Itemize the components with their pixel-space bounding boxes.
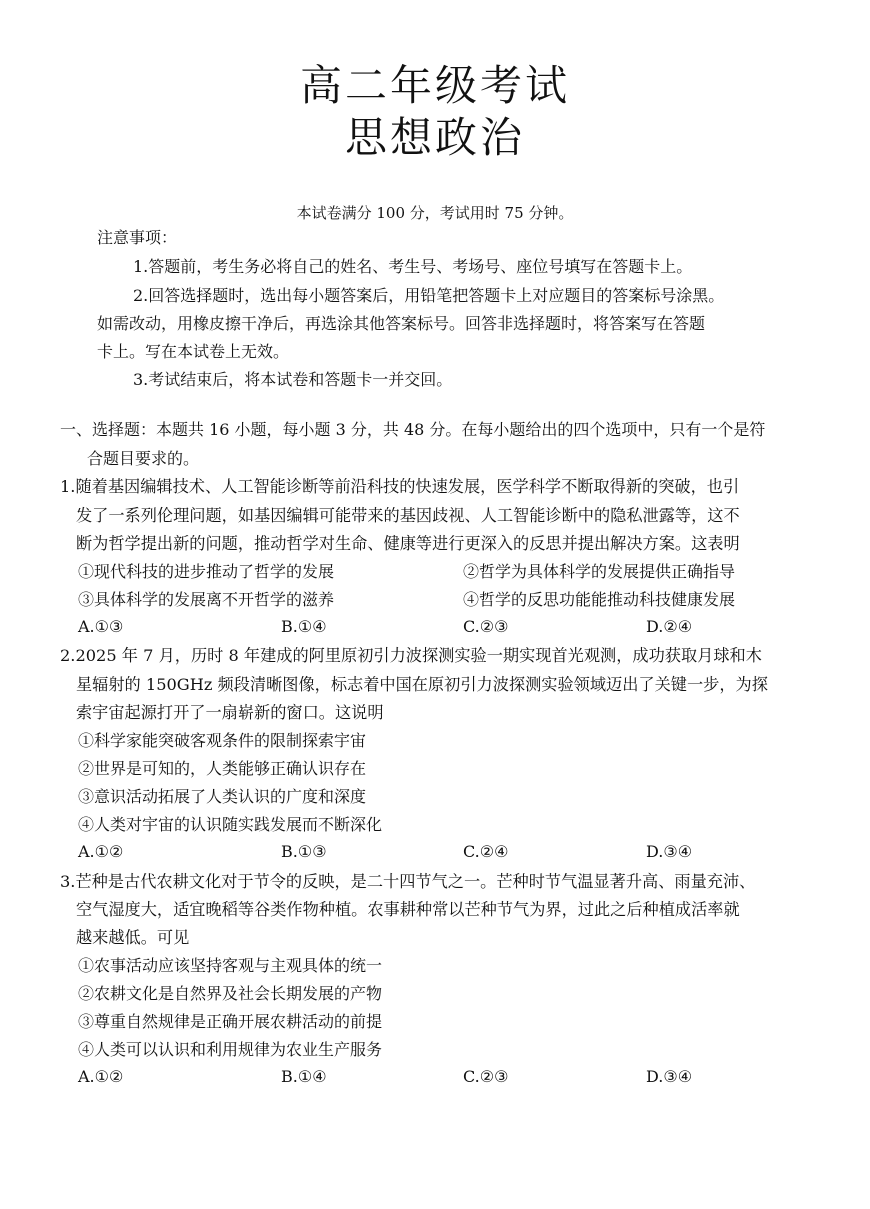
question-1-statement-4: ④哲学的反思功能能推动科技健康发展 [463, 590, 736, 609]
question-2-option-a[interactable]: A.①② [78, 842, 124, 861]
section-heading-line-2: 合题目要求的。 [87, 449, 200, 468]
question-2-statement-1: ①科学家能突破客观条件的限制探索宇宙 [78, 731, 367, 750]
question-2-line-1: 2.2025 年 7 月，历时 8 年建成的阿里原初引力波探测实验一期实现首光观测，成功获取月球和木 [60, 646, 762, 665]
section-heading-line-1: 一、选择题：本题共 16 小题，每小题 3 分，共 48 分。在每小题给出的四个选项中，只有一个是符 [60, 420, 766, 439]
question-3-option-a[interactable]: A.①② [78, 1067, 124, 1086]
question-3-option-b[interactable]: B.①④ [281, 1067, 327, 1086]
question-1-option-c[interactable]: C.②③ [463, 617, 509, 636]
notice-item-2-line-3: 卡上。写在本试卷上无效。 [97, 342, 290, 361]
exam-subject: 思想政治 [344, 113, 525, 162]
question-2-statement-4: ④人类对宇宙的认识随实践发展而不断深化 [78, 815, 383, 834]
question-3-statement-3: ③尊重自然规律是正确开展农耕活动的前提 [78, 1012, 383, 1031]
question-3-statement-4: ④人类可以认识和利用规律为农业生产服务 [78, 1040, 383, 1059]
question-2-line-3: 索宇宙起源打开了一扇崭新的窗口。这说明 [76, 703, 384, 722]
question-1-option-d[interactable]: D.②④ [646, 617, 693, 636]
question-2-option-c[interactable]: C.②④ [463, 842, 509, 861]
question-2-option-b[interactable]: B.①③ [281, 842, 327, 861]
question-1-option-a[interactable]: A.①③ [78, 617, 124, 636]
question-3-line-3: 越来越低。可见 [76, 928, 190, 947]
question-2-line-2: 星辐射的 150GHz 频段清晰图像，标志着中国在原初引力波探测实验领域迈出了关键一步，为探 [76, 675, 768, 694]
notice-item-2-line-1: 2.回答选择题时，选出每小题答案后，用铅笔把答题卡上对应题目的答案标号涂黑。 [133, 286, 725, 305]
notice-item-3: 3.考试结束后，将本试卷和答题卡一并交回。 [133, 370, 453, 389]
question-1-line-3: 断为哲学提出新的问题，推动哲学对生命、健康等进行更深入的反思并提出解决方案。这表明 [76, 534, 740, 553]
question-1-line-2: 发了一系列伦理问题，如基因编辑可能带来的基因歧视、人工智能诊断中的隐私泄露等，这不 [76, 506, 740, 525]
question-2-option-d[interactable]: D.③④ [646, 842, 693, 861]
exam-title: 高二年级考试 [299, 61, 570, 110]
question-1-statement-1: ①现代科技的进步推动了哲学的发展 [78, 562, 335, 581]
question-3-line-2: 空气湿度大，适宜晚稻等谷类作物种植。农事耕种常以芒种节气为界，过此之后种植成活率就 [76, 900, 740, 919]
notice-item-1: 1.答题前，考生务必将自己的姓名、考生号、考场号、座位号填写在答题卡上。 [133, 257, 693, 276]
exam-info: 本试卷满分 100 分，考试用时 75 分钟。 [296, 204, 574, 222]
question-2-statement-3: ③意识活动拓展了人类认识的广度和深度 [78, 787, 367, 806]
question-3-line-1: 3.芒种是古代农耕文化对于节令的反映，是二十四节气之一。芒种时节气温显著升高、雨量充沛、 [60, 872, 756, 891]
question-3-option-c[interactable]: C.②③ [463, 1067, 509, 1086]
question-2-statement-2: ②世界是可知的，人类能够正确认识存在 [78, 759, 367, 778]
question-1-statement-3: ③具体科学的发展离不开哲学的滋养 [78, 590, 335, 609]
question-1-option-b[interactable]: B.①④ [281, 617, 327, 636]
question-3-statement-1: ①农事活动应该坚持客观与主观具体的统一 [78, 956, 383, 975]
question-3-statement-2: ②农耕文化是自然界及社会长期发展的产物 [78, 984, 383, 1003]
notice-heading: 注意事项： [97, 228, 178, 247]
question-1-statement-2: ②哲学为具体科学的发展提供正确指导 [463, 562, 736, 581]
notice-item-2-line-2: 如需改动，用橡皮擦干净后，再选涂其他答案标号。回答非选择题时，将答案写在答题 [97, 314, 706, 333]
question-1-line-1: 1.随着基因编辑技术、人工智能诊断等前沿科技的快速发展，医学科学不断取得新的突破，也引 [60, 477, 740, 496]
question-3-option-d[interactable]: D.③④ [646, 1067, 693, 1086]
